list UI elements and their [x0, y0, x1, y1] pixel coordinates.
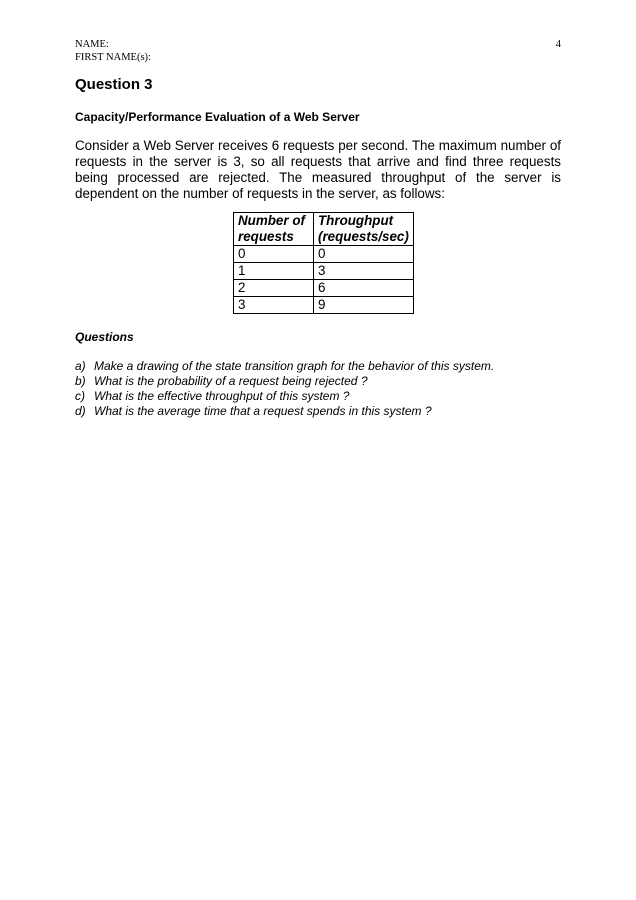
question-section [75, 76, 561, 419]
table-row [234, 297, 414, 314]
header-requests-line-2: requests [238, 229, 294, 244]
page-header [75, 38, 151, 64]
cell-requests: 2 [234, 280, 314, 297]
header-throughput-line-1: Throughput [318, 213, 394, 228]
cell-throughput: 0 [314, 246, 414, 263]
header-throughput [314, 213, 414, 246]
page-number: 4 [555, 39, 561, 50]
question-list [75, 359, 561, 419]
question-title: Question 3 [75, 76, 153, 93]
list-item [75, 389, 561, 404]
question-letter: b) [75, 374, 86, 388]
header-requests [234, 213, 314, 246]
question-letter: d) [75, 404, 86, 418]
question-text: What is the probability of a request being rejected ? [94, 374, 368, 388]
list-item [75, 404, 561, 419]
list-item [75, 359, 561, 374]
cell-throughput: 9 [314, 297, 414, 314]
cell-requests: 3 [234, 297, 314, 314]
throughput-table [233, 212, 414, 314]
table-row [234, 246, 414, 263]
table-header-row [234, 213, 414, 246]
question-letter: c) [75, 389, 85, 403]
cell-requests: 1 [234, 263, 314, 280]
cell-throughput: 3 [314, 263, 414, 280]
question-subtitle: Capacity/Performance Evaluation of a Web Server [75, 110, 360, 124]
header-throughput-line-2: (requests/sec) [318, 229, 409, 244]
header-requests-line-1: Number of [238, 213, 305, 228]
name-label: NAME: [75, 39, 109, 50]
cell-requests: 0 [234, 246, 314, 263]
list-item [75, 374, 561, 389]
cell-throughput: 6 [314, 280, 414, 297]
questions-heading: Questions [75, 330, 134, 344]
question-paragraph: Consider a Web Server receives 6 requests per second. The maximum number of requests in the server is 3, so all requests that arrive and find three requests being processed are rejected. The measured throughput of the server is dependent on the number of requests in the server, as follows: [75, 138, 561, 201]
question-text: What is the effective throughput of this system ? [94, 389, 350, 403]
question-text: Make a drawing of the state transition graph for the behavior of this system. [94, 359, 495, 373]
question-letter: a) [75, 359, 86, 373]
throughput-table-wrapper [233, 212, 561, 314]
first-name-label: FIRST NAME(s): [75, 52, 151, 63]
table-row [234, 263, 414, 280]
table-row [234, 280, 414, 297]
question-text: What is the average time that a request spends in this system ? [94, 404, 432, 418]
